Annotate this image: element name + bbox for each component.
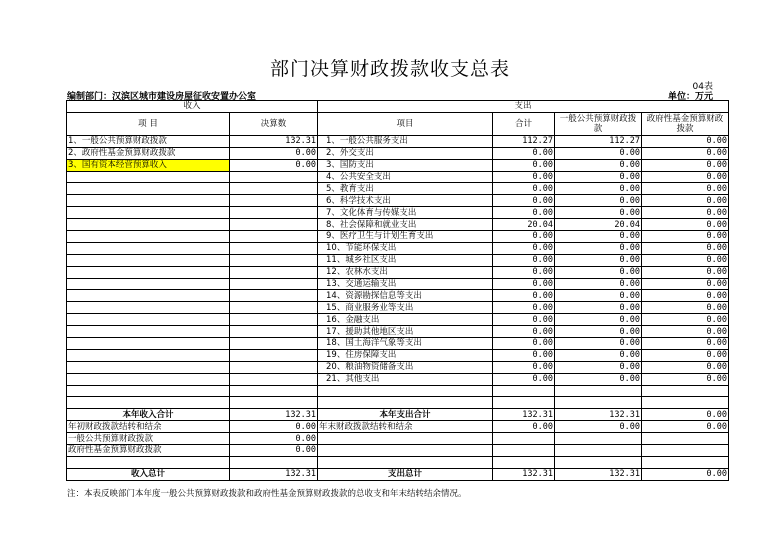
table-row (67, 159, 729, 171)
expense-fund-cell: 0.00 (642, 159, 729, 171)
table-row (67, 231, 729, 243)
expense-item-cell: 10、节能环保支出 (318, 242, 493, 254)
expense-general-cell: 20.04 (555, 219, 642, 231)
income-item-cell (67, 242, 230, 254)
expense-fund-cell: 0.00 (642, 302, 729, 314)
expense-fund-cell: 0.00 (642, 361, 729, 373)
income-value-cell (230, 349, 318, 361)
expense-group-header: 支出 (318, 101, 729, 113)
year-total-row (67, 409, 729, 421)
expense-total-cell: 0.00 (493, 207, 555, 219)
income-item-cell (67, 385, 230, 397)
year-income-value: 132.31 (230, 409, 318, 421)
table-row (67, 397, 729, 409)
expense-general-cell: 0.00 (555, 326, 642, 338)
report-title: 部门决算财政拨款收支总表 (269, 58, 510, 80)
income-value-cell (230, 195, 318, 207)
expense-total-cell: 0.00 (493, 195, 555, 207)
expense-general-cell (555, 397, 642, 409)
column-header-row (67, 112, 729, 135)
grand-income-label: 收入总计 (67, 468, 230, 480)
table-row (67, 338, 729, 350)
income-value-cell (230, 397, 318, 409)
expense-item-cell: 1、一般公共服务支出 (318, 135, 493, 147)
expense-item-cell: 14、资源勘探信息等支出 (318, 290, 493, 302)
income-value-cell (230, 314, 318, 326)
expense-fund-cell: 0.00 (642, 171, 729, 183)
expense-total-cell (493, 397, 555, 409)
expense-fund-cell (642, 385, 729, 397)
expense-total-cell: 0.00 (493, 302, 555, 314)
expense-total-cell: 0.00 (493, 349, 555, 361)
expense-item-cell: 9、医疗卫生与计划生育支出 (318, 231, 493, 243)
expense-total-cell: 0.00 (493, 254, 555, 266)
expense-total-cell: 0.00 (493, 278, 555, 290)
sub-fund-value: 0.00 (230, 445, 318, 457)
expense-general-cell: 0.00 (555, 361, 642, 373)
income-value-cell (230, 266, 318, 278)
expense-fund-cell: 0.00 (642, 266, 729, 278)
table-row (67, 195, 729, 207)
grand-expense-fund: 0.00 (642, 468, 729, 480)
expense-fund-cell: 0.00 (642, 183, 729, 195)
expense-item-cell: 21、其他支出 (318, 373, 493, 385)
income-value-cell (230, 326, 318, 338)
year-expense-total: 132.31 (493, 409, 555, 421)
end-balance-general: 0.00 (555, 421, 642, 433)
table-row (67, 349, 729, 361)
expense-item-cell: 7、文化体育与传媒支出 (318, 207, 493, 219)
expense-item-cell: 19、住房保障支出 (318, 349, 493, 361)
expense-general-cell: 0.00 (555, 171, 642, 183)
expense-general-cell: 0.00 (555, 349, 642, 361)
expense-total-cell: 0.00 (493, 338, 555, 350)
expense-general-cell: 112.27 (555, 135, 642, 147)
end-balance-fund: 0.00 (642, 421, 729, 433)
income-item-cell: 3、国有资本经营预算收入 (67, 159, 230, 171)
income-value-cell (230, 373, 318, 385)
grand-total-row (67, 468, 729, 480)
sub-general-label: 一般公共预算财政拨款 (67, 433, 230, 445)
expense-total-cell: 0.00 (493, 373, 555, 385)
expense-general-cell: 0.00 (555, 183, 642, 195)
expense-total-cell: 0.00 (493, 266, 555, 278)
begin-balance-value: 0.00 (230, 421, 318, 433)
income-item-cell (67, 219, 230, 231)
table-row (67, 373, 729, 385)
expense-total-cell: 0.00 (493, 290, 555, 302)
expense-item-cell: 12、农林水支出 (318, 266, 493, 278)
begin-balance-label: 年初财政拨款结转和结余 (67, 421, 230, 433)
income-item-cell (67, 373, 230, 385)
expense-general-cell: 0.00 (555, 242, 642, 254)
expense-total-cell: 0.00 (493, 159, 555, 171)
general-budget-header: 一般公共预算财政拨款 (555, 112, 642, 135)
grand-expense-label: 支出总计 (318, 468, 493, 480)
expense-fund-cell: 0.00 (642, 207, 729, 219)
fund-budget-header: 政府性基金预算财政拨款 (642, 112, 729, 135)
expense-fund-cell: 0.00 (642, 254, 729, 266)
table-row (67, 171, 729, 183)
income-value-cell (230, 338, 318, 350)
table-row (67, 242, 729, 254)
expense-general-cell: 0.00 (555, 159, 642, 171)
expense-item-cell: 17、援助其他地区支出 (318, 326, 493, 338)
organization-label: 编制部门：汉滨区城市建设房屋征收安置办公室 (67, 92, 257, 102)
expense-total-cell (493, 385, 555, 397)
expense-general-cell: 0.00 (555, 290, 642, 302)
expense-general-cell: 0.00 (555, 314, 642, 326)
income-value-cell: 0.00 (230, 147, 318, 159)
expense-total-cell: 20.04 (493, 219, 555, 231)
sub-general-row (67, 433, 729, 445)
expense-general-cell: 0.00 (555, 266, 642, 278)
expense-total-cell: 0.00 (493, 314, 555, 326)
expense-item-header: 项目 (318, 112, 493, 135)
footnote: 注：本表反映部门本年度一般公共预算财政拨款和政府性基金预算财政拨款的总收支和年末结转结余情况。 (67, 489, 467, 499)
budget-summary-table (66, 100, 729, 481)
income-item-cell (67, 195, 230, 207)
expense-total-cell: 0.00 (493, 147, 555, 159)
income-value-cell (230, 302, 318, 314)
income-item-cell: 2、政府性基金预算财政拨款 (67, 147, 230, 159)
table-row (67, 361, 729, 373)
expense-item-cell: 13、交通运输支出 (318, 278, 493, 290)
expense-item-cell: 3、国防支出 (318, 159, 493, 171)
table-row (67, 254, 729, 266)
total-header: 合计 (493, 112, 555, 135)
expense-item-cell: 15、商业服务业等支出 (318, 302, 493, 314)
expense-item-cell: 2、外交支出 (318, 147, 493, 159)
expense-fund-cell: 0.00 (642, 349, 729, 361)
income-item-cell (67, 397, 230, 409)
grand-expense-total: 132.31 (493, 468, 555, 480)
balance-row (67, 421, 729, 433)
expense-fund-cell: 0.00 (642, 147, 729, 159)
income-item-cell (67, 326, 230, 338)
income-value-cell: 132.31 (230, 135, 318, 147)
income-item-cell (67, 349, 230, 361)
expense-item-cell (318, 397, 493, 409)
expense-general-cell: 0.00 (555, 195, 642, 207)
blank-row (67, 456, 729, 468)
table-row (67, 302, 729, 314)
expense-total-cell: 0.00 (493, 326, 555, 338)
income-item-cell (67, 254, 230, 266)
expense-fund-cell: 0.00 (642, 314, 729, 326)
sub-fund-row (67, 445, 729, 457)
expense-general-cell: 0.00 (555, 278, 642, 290)
year-expense-label: 本年支出合计 (318, 409, 493, 421)
table-row (67, 290, 729, 302)
income-item-cell (67, 183, 230, 195)
expense-general-cell: 0.00 (555, 254, 642, 266)
income-value-cell (230, 242, 318, 254)
unit-label: 单位：万元 (667, 92, 713, 102)
expense-fund-cell: 0.00 (642, 219, 729, 231)
year-expense-fund: 0.00 (642, 409, 729, 421)
income-value-cell (230, 290, 318, 302)
expense-general-cell: 0.00 (555, 147, 642, 159)
sub-general-value: 0.00 (230, 433, 318, 445)
expense-general-cell: 0.00 (555, 231, 642, 243)
expense-general-cell: 0.00 (555, 302, 642, 314)
income-value-cell (230, 183, 318, 195)
table-row (67, 314, 729, 326)
income-item-cell (67, 207, 230, 219)
group-header-row (67, 101, 729, 113)
expense-fund-cell: 0.00 (642, 195, 729, 207)
table-row (67, 219, 729, 231)
income-item-cell (67, 338, 230, 350)
income-value-cell (230, 254, 318, 266)
income-item-header: 项 目 (67, 112, 230, 135)
grand-income-value: 132.31 (230, 468, 318, 480)
income-group-header: 收入 (67, 101, 318, 113)
table-row (67, 326, 729, 338)
income-value-cell (230, 219, 318, 231)
end-balance-total: 0.00 (493, 421, 555, 433)
table-row (67, 385, 729, 397)
income-value-cell (230, 361, 318, 373)
table-row (67, 266, 729, 278)
income-value-cell (230, 385, 318, 397)
expense-fund-cell: 0.00 (642, 373, 729, 385)
expense-total-cell: 0.00 (493, 171, 555, 183)
income-item-cell: 1、一般公共预算财政拨款 (67, 135, 230, 147)
income-value-cell (230, 171, 318, 183)
sub-fund-label: 政府性基金预算财政拨款 (67, 445, 230, 457)
income-item-cell (67, 171, 230, 183)
expense-fund-cell: 0.00 (642, 326, 729, 338)
year-income-label: 本年收入合计 (67, 409, 230, 421)
expense-fund-cell: 0.00 (642, 278, 729, 290)
expense-total-cell: 0.00 (493, 242, 555, 254)
expense-item-cell: 16、金融支出 (318, 314, 493, 326)
expense-fund-cell: 0.00 (642, 338, 729, 350)
income-value-cell: 0.00 (230, 159, 318, 171)
expense-item-cell: 6、科学技术支出 (318, 195, 493, 207)
expense-item-cell: 5、教育支出 (318, 183, 493, 195)
income-item-cell (67, 314, 230, 326)
expense-item-cell: 20、粮油物资储备支出 (318, 361, 493, 373)
expense-total-cell: 112.27 (493, 135, 555, 147)
income-item-cell (67, 278, 230, 290)
final-amount-header: 决算数 (230, 112, 318, 135)
end-balance-label: 年末财政拨款结转和结余 (318, 421, 493, 433)
expense-total-cell: 0.00 (493, 231, 555, 243)
expense-fund-cell (642, 397, 729, 409)
expense-general-cell: 0.00 (555, 338, 642, 350)
table-row (67, 147, 729, 159)
expense-item-cell: 8、社会保障和就业支出 (318, 219, 493, 231)
table-row (67, 278, 729, 290)
income-item-cell (67, 290, 230, 302)
expense-item-cell (318, 385, 493, 397)
expense-item-cell: 4、公共安全支出 (318, 171, 493, 183)
table-row (67, 135, 729, 147)
table-row (67, 183, 729, 195)
expense-fund-cell: 0.00 (642, 290, 729, 302)
expense-fund-cell: 0.00 (642, 231, 729, 243)
expense-fund-cell: 0.00 (642, 242, 729, 254)
table-row (67, 207, 729, 219)
income-item-cell (67, 266, 230, 278)
expense-total-cell: 0.00 (493, 361, 555, 373)
income-item-cell (67, 361, 230, 373)
income-value-cell (230, 207, 318, 219)
income-item-cell (67, 302, 230, 314)
expense-general-cell: 0.00 (555, 373, 642, 385)
expense-fund-cell: 0.00 (642, 135, 729, 147)
expense-general-cell: 0.00 (555, 207, 642, 219)
expense-item-cell: 18、国土海洋气象等支出 (318, 338, 493, 350)
year-expense-general: 132.31 (555, 409, 642, 421)
income-value-cell (230, 231, 318, 243)
expense-item-cell: 11、城乡社区支出 (318, 254, 493, 266)
form-number: 04表 (692, 82, 713, 92)
income-item-cell (67, 231, 230, 243)
grand-expense-general: 132.31 (555, 468, 642, 480)
expense-general-cell (555, 385, 642, 397)
expense-total-cell: 0.00 (493, 183, 555, 195)
income-value-cell (230, 278, 318, 290)
